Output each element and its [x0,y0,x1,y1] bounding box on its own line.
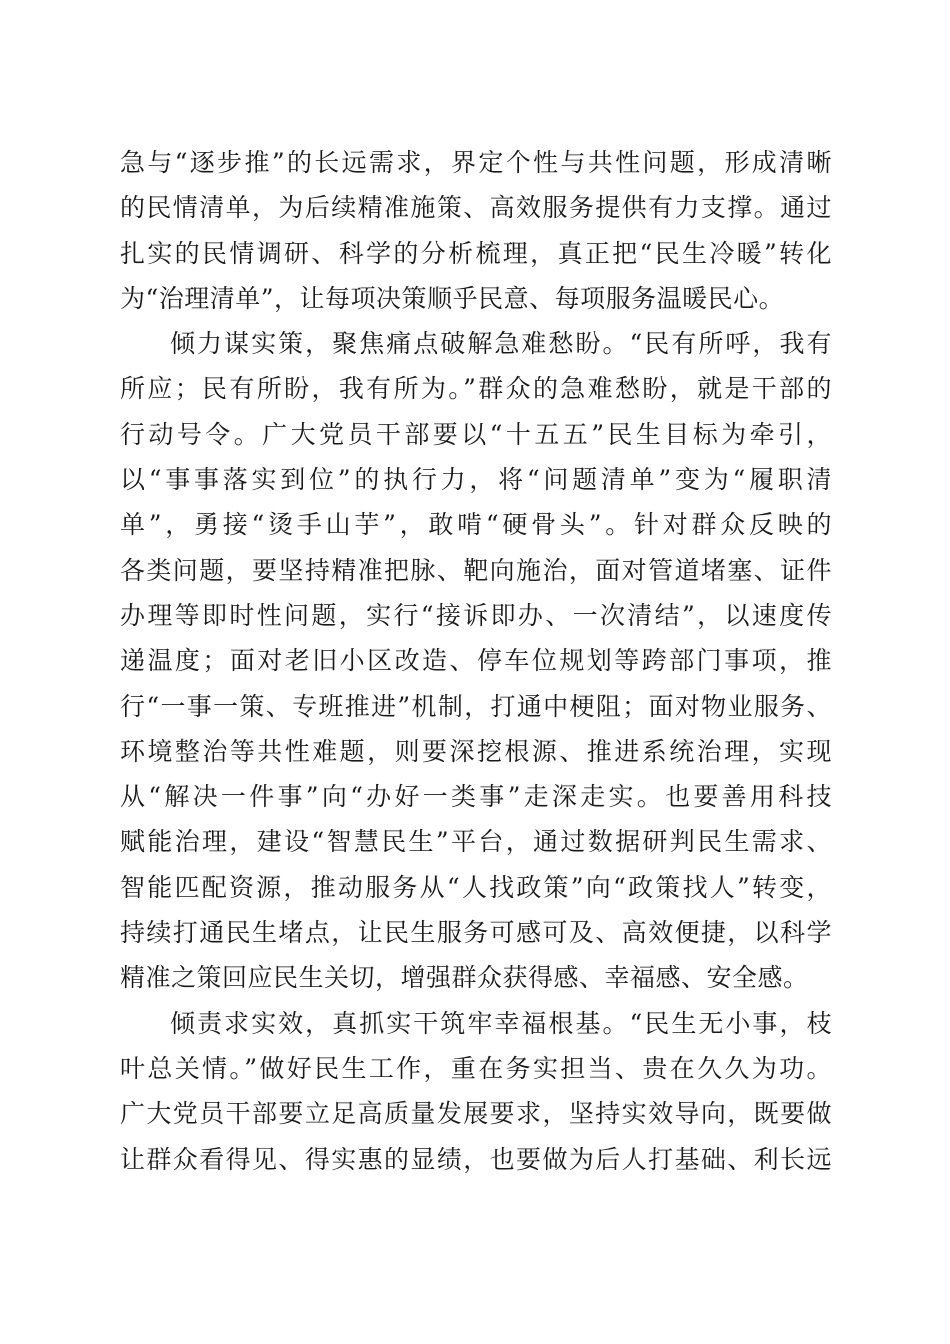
text-line: 以“事事落实到位”的执行力，将“问题清单”变为“履职清 [120,465,832,495]
text-line: 倾力谋实策，聚焦痛点破解急难愁盼。“民有所呼，我有 [170,329,832,359]
text-line: 各类问题，要坚持精准把脉、靶向施治，面对管道堵塞、证件 [120,555,832,585]
text-line: 环境整治等共性难题，则要深挖根源、推进系统治理，实现 [120,736,832,766]
text-line: 叶总关情。”做好民生工作，重在务实担当、贵在久久为功。 [120,1053,832,1083]
document-body [120,140,832,1182]
text-line: 行动号令。广大党员干部要以“十五五”民生目标为牵引， [120,419,832,449]
text-line: 从“解决一件事”向“办好一类事”走深走实。也要善用科技 [120,782,832,812]
text-line: 为“治理清单”，让每项决策顺乎民意、每项服务温暖民心。 [120,283,785,313]
text-line: 倾责求实效，真抓实干筑牢幸福根基。“民生无小事，枝 [170,1008,832,1038]
text-line: 单”，勇接“烫手山芋”，敢啃“硬骨头”。针对群众反映的 [120,510,832,540]
text-line: 智能匹配资源，推动服务从“人找政策”向“政策找人”转变， [120,872,832,902]
text-line: 精准之策回应民生关切，增强群众获得感、幸福感、安全感。 [120,963,809,993]
text-line: 行“一事一策、专班推进”机制，打通中梗阻；面对物业服务、 [120,691,832,721]
text-line: 广大党员干部要立足高质量发展要求，坚持实效导向，既要做 [120,1099,832,1129]
text-line: 递温度；面对老旧小区改造、停车位规划等跨部门事项，推 [120,646,832,676]
text-line: 赋能治理，建设“智慧民生”平台，通过数据研判民生需求、 [120,827,832,857]
text-line: 所应；民有所盼，我有所为。”群众的急难愁盼，就是干部的 [120,374,832,404]
text-line: 扎实的民情调研、科学的分析梳理，真正把“民生冷暖”转化 [120,238,832,268]
text-line: 让群众看得见、得实惠的显绩，也要做为后人打基础、利长远 [120,1144,832,1174]
text-line: 持续打通民生堵点，让民生服务可感可及、高效便捷，以科学 [120,918,832,948]
text-line: 急与“逐步推”的长远需求，界定个性与共性问题，形成清晰 [120,148,832,177]
text-line: 办理等即时性问题，实行“接诉即办、一次清结”，以速度传 [120,600,832,630]
text-line: 的民情清单，为后续精准施策、高效服务提供有力支撑。通过 [120,193,832,223]
